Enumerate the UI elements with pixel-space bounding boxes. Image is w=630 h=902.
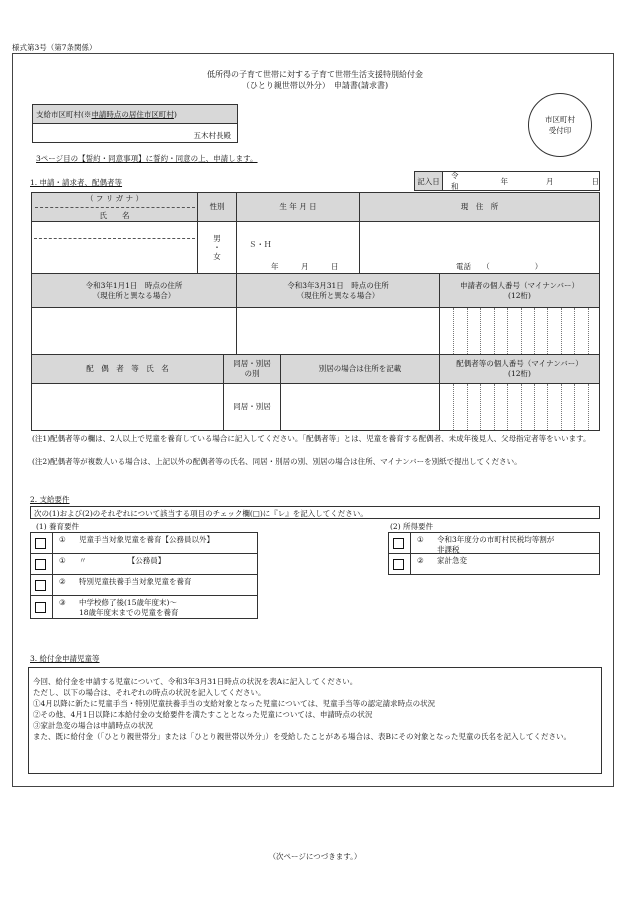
sex-header: 性別 xyxy=(197,192,237,222)
requirement-number: ① xyxy=(59,556,66,565)
cohabit-header: 同居・別居 の別 xyxy=(223,354,281,384)
requirement-row xyxy=(388,553,600,575)
digit-divider xyxy=(507,308,508,354)
year-label: 年 xyxy=(500,176,508,186)
cohabit-select[interactable]: 同居・別居 xyxy=(223,383,281,431)
requirement-checkbox[interactable] xyxy=(35,538,46,549)
mar31-address-input[interactable] xyxy=(236,307,440,355)
birthdate-header: 生 年 月 日 xyxy=(236,192,360,222)
sec3-line-6: また、既に給付金（「ひとり親世帯分」または「ひとり親世帯以外分」）を受給したことがある場合は、表Bにその対象となった児童の氏名を記入してください。 xyxy=(33,732,572,741)
furigana-label: （ フ リ ガ ナ ） xyxy=(86,193,143,203)
checkbox-cell xyxy=(389,554,411,574)
mynumber-input[interactable] xyxy=(439,307,600,355)
name-input[interactable] xyxy=(31,221,198,274)
checkbox-cell xyxy=(31,554,53,574)
requirement-row xyxy=(30,532,258,554)
digit-divider xyxy=(453,384,454,430)
municipality-value: 五木村長殿 xyxy=(32,123,238,143)
month-label: 月 xyxy=(546,176,554,186)
note-1: (注1)配偶者等の欄は、2人以上で児童を養育している場合に記入してください。「配偶者等」とは、児童を養育する配偶者、未成年後見人、父母指定者等をいいます。 xyxy=(32,434,591,443)
requirement-row xyxy=(30,553,258,575)
digit-divider xyxy=(588,308,589,354)
footer-continue: （次ページにつづきます。） xyxy=(268,852,362,861)
requirement-text: 家計急変 xyxy=(437,556,467,565)
digit-divider xyxy=(521,308,522,354)
digit-divider xyxy=(547,308,548,354)
digit-divider xyxy=(574,308,575,354)
era: 令和 xyxy=(450,171,459,191)
form-title: 低所得の子育て世帯に対する子育て世帯生活支援特別給付金 xyxy=(207,70,423,79)
requirement-number: ② xyxy=(417,556,424,565)
section3-title: 3. 給付金申請児童等 xyxy=(30,654,100,663)
requirement-text: 特別児童扶養手当対象児童を養育 xyxy=(79,577,192,586)
form-subtitle: （ひとり親世帯以外分） 申請書(請求書) xyxy=(241,81,389,90)
digit-divider xyxy=(561,384,562,430)
digit-divider xyxy=(547,384,548,430)
sec3-line-5: ③家計急変の場合は申請時点の状況 xyxy=(33,721,153,730)
digit-divider xyxy=(521,384,522,430)
note-2: (注2)配偶者等が複数人いる場合は、上記以外の配偶者等の氏名、同居・別居の別、別居の場合は住所、マイナンバーを別紙で提出してください。 xyxy=(32,457,522,466)
digit-divider xyxy=(467,384,468,430)
era-sh: Ｓ・Ｈ xyxy=(249,240,272,249)
form-number: 様式第3号（第7条関係） xyxy=(12,43,97,52)
ymd-label: 年 月 日 xyxy=(271,262,339,271)
digit-divider xyxy=(588,384,589,430)
entry-date-label: 記入日 xyxy=(415,172,443,190)
requirement-checkbox[interactable] xyxy=(35,580,46,591)
day-label: 日 xyxy=(591,176,599,186)
digit-divider xyxy=(507,384,508,430)
section2-instruction: 次の(1)および(2)のそれぞれについて該当する項目のチェック欄(□)に『レ』を記入してください。 xyxy=(30,506,600,519)
requirement-number: ① xyxy=(59,535,66,544)
digit-divider xyxy=(494,384,495,430)
jan1-address-input[interactable] xyxy=(31,307,237,355)
digit-divider xyxy=(561,308,562,354)
checkbox-cell xyxy=(31,575,53,595)
spouse-name-header: 配 偶 者 等 氏 名 xyxy=(31,354,224,384)
reception-stamp xyxy=(528,93,592,157)
jan1-address-header: 令和3年1月1日 時点の住所 （現住所と異なる場合） xyxy=(31,273,237,308)
digit-divider xyxy=(534,308,535,354)
digit-divider xyxy=(494,308,495,354)
section1-title: 1. 申請・請求者、配偶者等 xyxy=(30,178,123,187)
requirement-text: 令和3年度分の市町村民税均等割が 非課税 xyxy=(437,535,555,554)
requirement-number: ③ xyxy=(59,598,66,607)
pledge-text: 3ページ目の【誓約・同意事項】に誓約・同意の上、申請します。 xyxy=(36,154,258,163)
stamp-line1: 市区町村 xyxy=(545,115,575,124)
requirement-text: 中学校修了後(15歳年度末)～ 18歳年度末までの児童を養育 xyxy=(79,598,179,617)
mynumber-header: 申請者の個人番号（マイナンバー） (12桁) xyxy=(439,273,600,308)
requirement-checkbox[interactable] xyxy=(393,559,404,570)
digit-divider xyxy=(480,384,481,430)
sec3-line-4: ②その他、4月1日以降に本給付金の支給要件を満たすこととなった児童については、申請時点の状況 xyxy=(33,710,373,719)
separate-address-header: 別居の場合は住所を記載 xyxy=(280,354,440,384)
sec3-line-3: ①4月以降に新たに児童手当・特別児童扶養手当の支給対象となった児童については、児童手当等の認定請求時点の状況 xyxy=(33,699,436,708)
requirement-row xyxy=(30,595,258,619)
subsection-2: (2) 所得要件 xyxy=(390,522,434,531)
digit-divider xyxy=(574,384,575,430)
address-input[interactable] xyxy=(359,221,600,274)
requirement-text: 児童手当対象児童を養育【公務員以外】 xyxy=(79,535,214,544)
separate-address-input[interactable] xyxy=(280,383,440,431)
digit-divider xyxy=(467,308,468,354)
digit-divider xyxy=(453,308,454,354)
sex-select[interactable]: 男 ・ 女 xyxy=(197,221,237,274)
requirement-number: ② xyxy=(59,577,66,586)
digit-divider xyxy=(480,308,481,354)
digit-divider xyxy=(534,384,535,430)
checkbox-cell xyxy=(31,533,53,553)
requirement-checkbox[interactable] xyxy=(35,559,46,570)
checkbox-cell xyxy=(389,533,411,553)
furigana-name-header xyxy=(31,192,198,222)
entry-date[interactable] xyxy=(414,171,600,191)
checkbox-cell xyxy=(31,596,53,618)
sec3-line-1: 今回、給付金を申請する児童について、令和3年3月31日時点の状況を表Aに記入してください。 xyxy=(33,677,358,686)
section3-box xyxy=(28,667,602,774)
subsection-1: (1) 養育要件 xyxy=(36,522,80,531)
spouse-mynumber-input[interactable] xyxy=(439,383,600,431)
requirement-text: 〃 【公務員】 xyxy=(79,556,166,565)
requirement-checkbox[interactable] xyxy=(35,602,46,613)
requirement-number: ① xyxy=(417,535,424,544)
name-label: 氏 名 xyxy=(99,210,130,220)
sec3-line-2: ただし、以下の場合は、それぞれの時点の状況を記入してください。 xyxy=(33,688,266,697)
municipality-label: 支給市区町村(※申請時点の居住市区町村) xyxy=(32,104,238,124)
requirement-checkbox[interactable] xyxy=(393,538,404,549)
stamp-line2: 受付印 xyxy=(548,126,572,135)
requirement-row xyxy=(388,532,600,554)
requirement-row xyxy=(30,574,258,596)
spouse-mynumber-header: 配偶者等の個人番号（マイナンバー） (12桁) xyxy=(439,354,600,384)
section2-title: 2. 支給要件 xyxy=(30,495,70,504)
address-header: 現 住 所 xyxy=(359,192,600,222)
birthdate-input[interactable] xyxy=(236,221,360,274)
mar31-address-header: 令和3年3月31日 時点の住所 （現住所と異なる場合） xyxy=(236,273,440,308)
phone-label: 電話 （ ） xyxy=(456,262,543,271)
spouse-name-input[interactable] xyxy=(31,383,224,431)
